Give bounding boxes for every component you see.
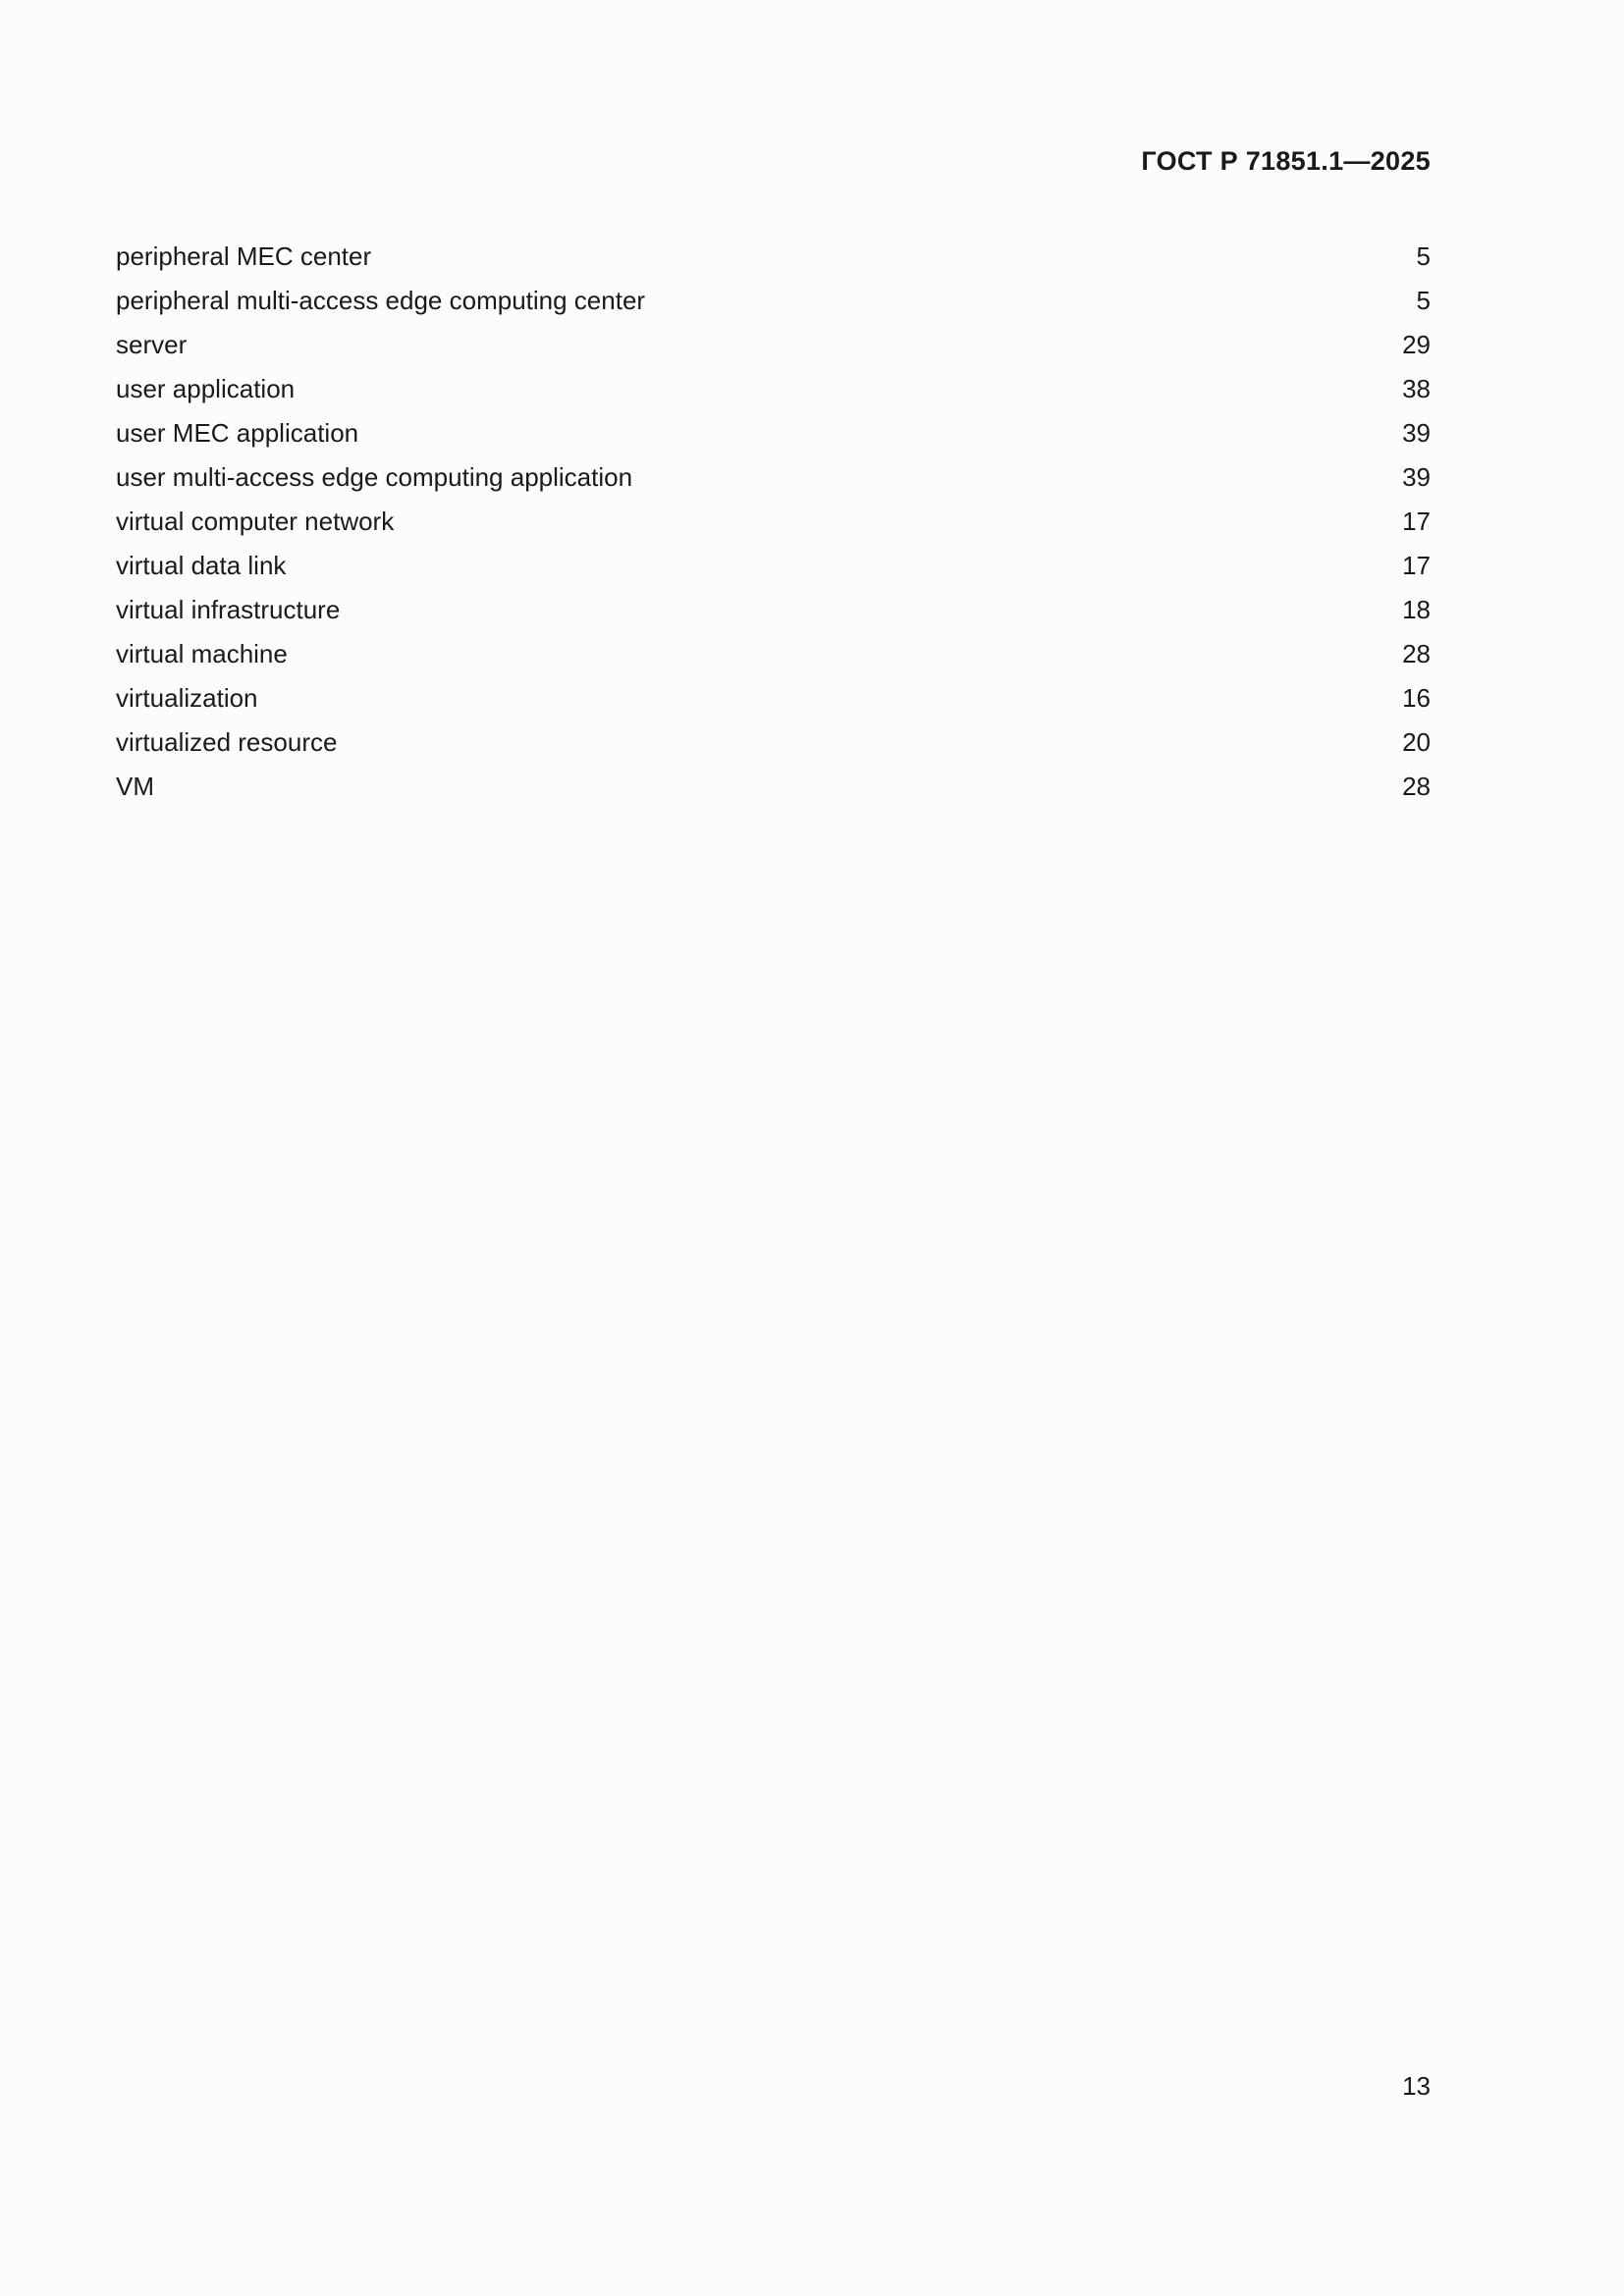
index-page-ref: 17 [1402,551,1431,580]
index-page-ref: 16 [1402,683,1431,713]
standard-code-header: ГОСТ Р 71851.1—2025 [1141,146,1431,176]
index-entry [116,548,1431,592]
index-page-ref: 17 [1402,507,1431,536]
index-page-ref: 29 [1402,330,1431,359]
index-term: virtual machine [116,639,288,668]
index-page-ref: 39 [1402,462,1431,492]
index-term: user multi-access edge computing application [116,462,633,492]
index-entry [116,592,1431,636]
index-page-ref: 28 [1402,772,1431,801]
index-term: virtual data link [116,551,287,580]
page-number: 13 [1402,2071,1431,2101]
index-term: VM [116,772,154,801]
index-page-ref: 5 [1416,286,1431,315]
index-entry [116,504,1431,548]
alphabetical-index [116,239,1431,813]
index-entry [116,371,1431,415]
index-term: peripheral MEC center [116,241,372,271]
index-page-ref: 38 [1402,374,1431,403]
index-entry [116,415,1431,459]
index-entry [116,636,1431,680]
index-entry [116,459,1431,504]
index-page-ref: 5 [1416,241,1431,271]
index-entry [116,327,1431,371]
index-term: user MEC application [116,418,359,448]
index-term: peripheral multi-access edge computing center [116,286,646,315]
index-entry [116,724,1431,769]
index-entry [116,680,1431,724]
index-term: virtualization [116,683,258,713]
index-term: virtual infrastructure [116,595,341,624]
index-entry [116,769,1431,813]
index-term: virtualized resource [116,727,338,757]
index-page-ref: 20 [1402,727,1431,757]
index-entry [116,239,1431,283]
index-entry [116,283,1431,327]
index-page-ref: 28 [1402,639,1431,668]
index-term: virtual computer network [116,507,395,536]
index-term: server [116,330,188,359]
index-term: user application [116,374,296,403]
index-page-ref: 18 [1402,595,1431,624]
index-page-ref: 39 [1402,418,1431,448]
